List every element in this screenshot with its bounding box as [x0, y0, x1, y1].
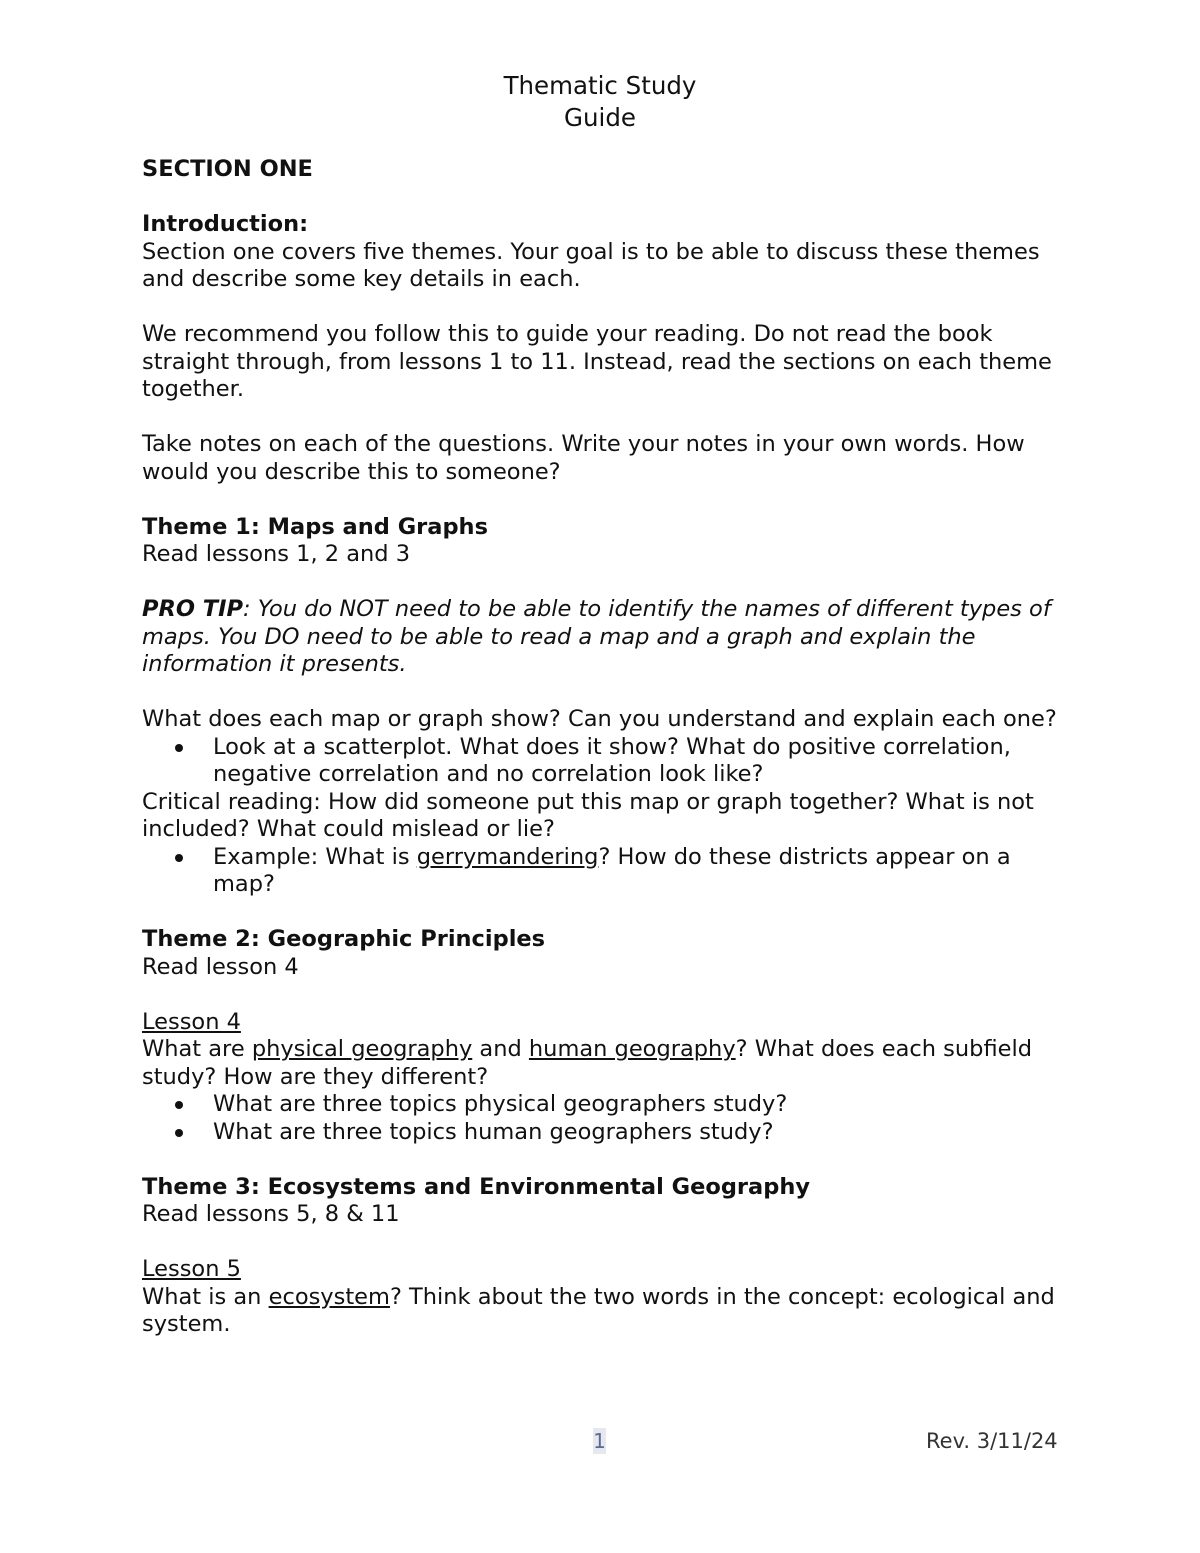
theme2-question: What are physical geography and human geography? What does each subfield study? How are they different?: [142, 1036, 1032, 1090]
title-line-2: Guide: [564, 103, 636, 132]
pro-tip-label: PRO TIP: [142, 596, 243, 622]
title-line-1: Thematic Study: [503, 71, 697, 100]
theme2-bullets: [142, 1091, 1072, 1146]
revision-date: Rev. 3/11/24: [926, 1429, 1058, 1453]
pro-tip: [142, 596, 1072, 679]
intro-paragraph-3: Take notes on each of the questions. Write your notes in your own words. How would you describe this to someone?: [142, 431, 1025, 485]
theme3-reading: Read lessons 5, 8 & 11: [142, 1201, 400, 1227]
intro-label: Introduction:: [142, 211, 309, 237]
lesson-4-label: Lesson 4: [142, 1008, 241, 1035]
page-number: 1: [593, 1429, 606, 1453]
theme2-reading: Read lesson 4: [142, 953, 299, 980]
theme1-question-1: What does each map or graph show? Can you understand and explain each one?: [142, 706, 1057, 732]
intro-paragraph-1: Section one covers five themes. Your goal is to be able to discuss these themes and describe some key details in each.: [142, 238, 1040, 292]
theme1-question-2: Critical reading: How did someone put this map or graph together? What is not included? What could mislead or lie?: [142, 788, 1034, 842]
term-gerrymandering: gerrymandering: [416, 843, 599, 870]
theme1-bullets-2: [142, 844, 1072, 899]
theme2-heading: Theme 2: Geographic Principles: [142, 926, 546, 952]
term-ecosystem: ecosystem: [268, 1283, 390, 1310]
section-heading: SECTION ONE: [142, 156, 313, 182]
theme1-reading: Read lessons 1, 2 and 3: [142, 541, 411, 567]
theme1-heading: Theme 1: Maps and Graphs: [142, 513, 488, 540]
intro-paragraph-2: We recommend you follow this to guide your reading. Do not read the book straight through, from lessons 1 to 11. Instead, read the sections on each theme together.: [142, 321, 1052, 402]
page-content: [142, 70, 1072, 1339]
theme1-bullets-1: [142, 734, 1072, 789]
term-physical-geography: physical geography: [251, 1036, 473, 1062]
term-human-geography: human geography: [528, 1036, 736, 1062]
list-item: Example: What is gerrymandering? How do these districts appear on a map?: [142, 844, 1072, 899]
lesson-5-label: Lesson 5: [142, 1256, 241, 1282]
theme3-heading: Theme 3: Ecosystems and Environmental Geography: [142, 1173, 811, 1200]
list-item: What are three topics human geographers study?: [142, 1119, 1072, 1147]
list-item: Look at a scatterplot. What does it show? What do positive correlation, negative correlation and no correlation look like?: [142, 734, 1072, 789]
pro-tip-text: : You do NOT need to be able to identify the names of different types of maps. You DO need to be able to read a map and a graph and explain the information it presents.: [142, 596, 1051, 677]
list-item: What are three topics physical geographers study?: [142, 1091, 1072, 1119]
document-title: [0, 70, 1200, 134]
theme3-question: What is an ecosystem? Think about the two words in the concept: ecological and system.: [142, 1283, 1055, 1337]
